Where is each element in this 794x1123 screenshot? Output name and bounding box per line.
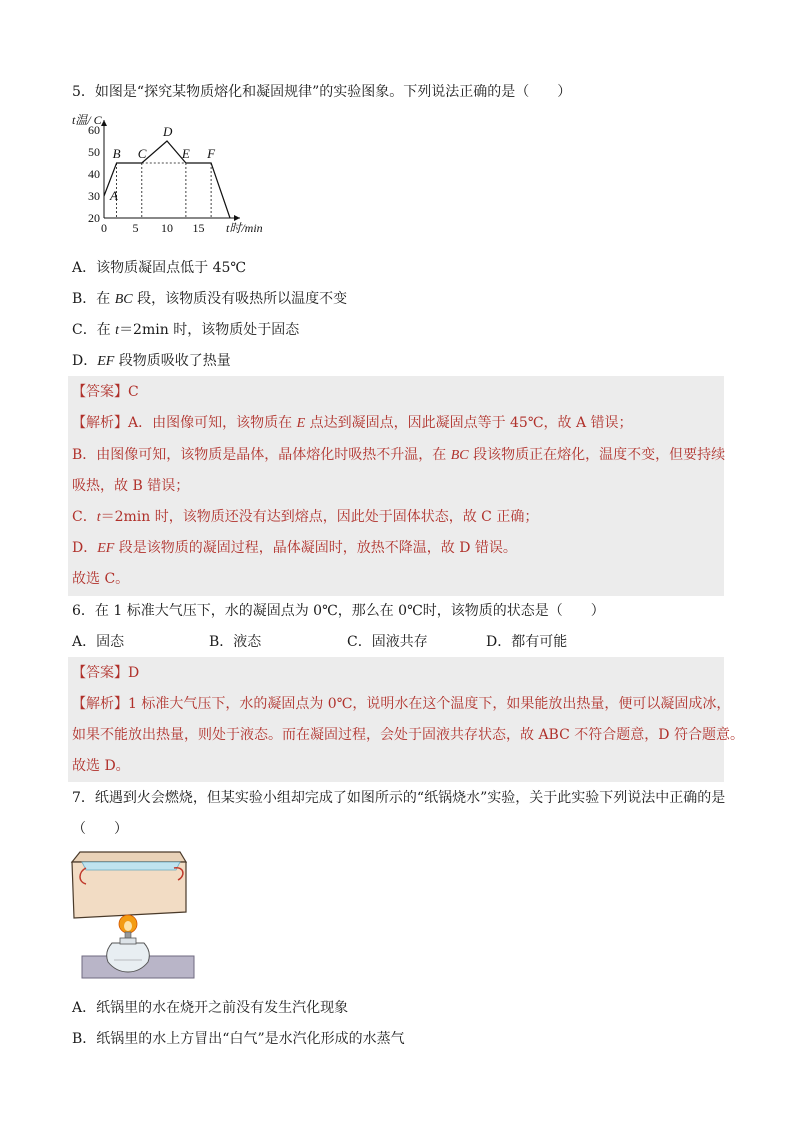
q5-answer: 【答案】C bbox=[72, 384, 139, 400]
point-label-c: C bbox=[137, 146, 147, 161]
q5-analysis-line-3: 吸热，故 B 错误； bbox=[72, 478, 190, 494]
q7-option-a: A．纸锅里的水在烧开之前没有发生汽化现象 bbox=[72, 1000, 349, 1016]
q6-stem: 6．在 1 标准大气压下，水的凝固点为 0℃，那么在 0℃时，该物质的状态是（ ） bbox=[72, 603, 605, 619]
x-tick-label: 15 bbox=[192, 221, 205, 235]
q5-stem: 5．如图是“探究某物质熔化和凝固规律”的实验图象。下列说法正确的是（ ） bbox=[72, 84, 572, 100]
q7-stem: 7．纸遇到火会燃烧，但某实验小组却完成了如图所示的“纸锅烧水”实验，关于此实验下列说法中正确的是 bbox=[72, 790, 726, 806]
y-axis-label: t温/ C bbox=[72, 113, 102, 127]
q7-option-b: B．纸锅里的水上方冒出“白气”是水汽化形成的水蒸气 bbox=[72, 1031, 405, 1047]
q5-analysis-line-6: 故选 C。 bbox=[72, 571, 130, 587]
point-label-e: E bbox=[181, 146, 190, 161]
q5-chart bbox=[66, 112, 266, 247]
alcohol-lamp bbox=[107, 943, 150, 972]
paper-pot-illustration bbox=[68, 848, 198, 983]
q6-answer: 【答案】D bbox=[72, 665, 140, 681]
lamp-neck bbox=[120, 938, 136, 944]
flame-core bbox=[124, 921, 132, 931]
q6-analysis-line-1: 【解析】1 标准大气压下，水的凝固点为 0℃，说明水在这个温度下，如果能放出热量，便可以凝固成冰， bbox=[72, 696, 731, 712]
y-tick-label: 20 bbox=[88, 211, 100, 225]
x-tick-label: 10 bbox=[161, 221, 173, 235]
y-tick-label: 50 bbox=[88, 145, 100, 159]
y-axis-arrow bbox=[101, 120, 107, 126]
q5-analysis-line-1: 【解析】A．由图像可知，该物质在 E 点达到凝固点，因此凝固点等于 45℃，故 A 错误； bbox=[72, 415, 633, 431]
q6-option-a: A．固态 bbox=[72, 634, 125, 650]
paper-box-back bbox=[72, 852, 186, 862]
q6-option-d: D．都有可能 bbox=[486, 634, 568, 650]
y-tick-label: 60 bbox=[88, 123, 100, 137]
x-tick-label: 5 bbox=[132, 221, 139, 235]
x-axis-label: t时/min bbox=[226, 221, 263, 235]
q6-answer-box bbox=[68, 657, 724, 782]
q5-analysis-line-4: C．t＝2min 时，该物质还没有达到熔点，因此处于固体状态，故 C 正确； bbox=[72, 509, 539, 525]
point-label-d: D bbox=[163, 124, 173, 139]
q6-analysis-line-3: 故选 D。 bbox=[72, 758, 130, 774]
q5-option-d: D．EF 段物质吸收了热量 bbox=[72, 353, 231, 369]
q6-analysis-line-2: 如果不能放出热量，则处于液态。而在凝固过程，会处于固液共存状态，故 ABC 不符合题意，D 符合题意。 bbox=[72, 727, 744, 743]
point-label-a: A bbox=[110, 188, 118, 203]
q5-option-c: C．在 t＝2min 时，该物质处于固态 bbox=[72, 322, 300, 338]
point-label-b: B bbox=[112, 146, 121, 161]
q5-option-a: A．该物质凝固点低于 45℃ bbox=[72, 260, 247, 276]
q6-option-b: B．液态 bbox=[209, 634, 262, 650]
q6-option-c: C．固液共存 bbox=[347, 634, 428, 650]
water-surface bbox=[82, 862, 180, 870]
q5-analysis-line-5: D．EF 段是该物质的凝固过程，晶体凝固时，放热不降温，故 D 错误。 bbox=[72, 540, 517, 556]
paper-box-front bbox=[72, 862, 186, 918]
x-tick-label: 0 bbox=[101, 221, 107, 235]
q5-option-b: B．在 BC 段，该物质没有吸热所以温度不变 bbox=[72, 291, 348, 307]
q5-analysis-line-2: B．由图像可知，该物质是晶体，晶体熔化时吸热不升温，在 BC 段该物质正在熔化，温度不变，但要持续 bbox=[72, 447, 726, 463]
q7-stem-bracket: （ ） bbox=[72, 821, 128, 837]
y-tick-label: 40 bbox=[88, 167, 100, 181]
point-label-f: F bbox=[207, 146, 216, 161]
y-tick-label: 30 bbox=[88, 189, 100, 203]
